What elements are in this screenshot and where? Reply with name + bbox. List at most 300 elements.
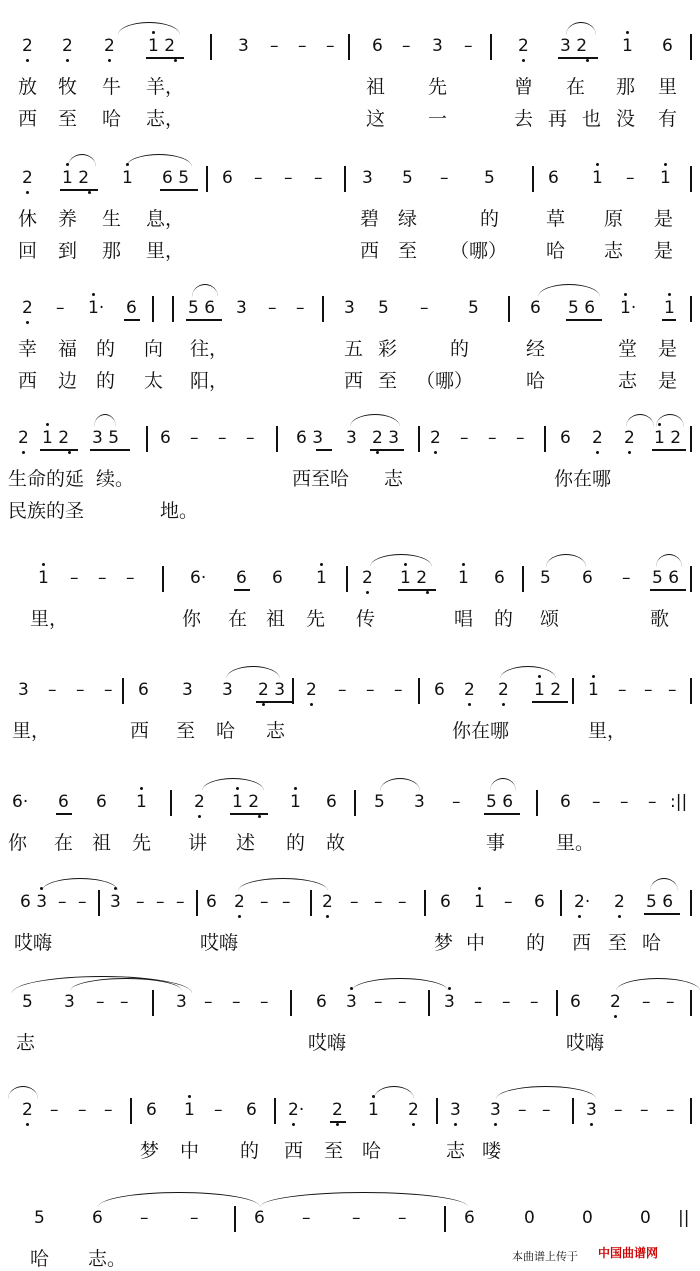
lyric: 里。 bbox=[556, 832, 595, 854]
barline bbox=[436, 1098, 438, 1124]
lyric: 里 bbox=[658, 76, 678, 98]
dash: – bbox=[666, 992, 675, 1012]
barline bbox=[122, 678, 124, 704]
lyric: 没 bbox=[616, 108, 636, 130]
lyric: 哈 bbox=[546, 240, 566, 262]
dash: – bbox=[394, 680, 403, 700]
barline bbox=[690, 34, 692, 60]
barline bbox=[170, 790, 172, 816]
barline bbox=[346, 566, 348, 592]
lyric: 祖 bbox=[92, 832, 112, 854]
note: 2 bbox=[22, 36, 33, 56]
dash: – bbox=[398, 992, 407, 1012]
note: 2 bbox=[104, 36, 115, 56]
lyric: 哎嗨 bbox=[14, 932, 53, 954]
dash: – bbox=[48, 680, 57, 700]
lyric: 地。 bbox=[160, 500, 199, 522]
notation-line bbox=[0, 160, 700, 194]
lyric: 颂 bbox=[540, 608, 560, 630]
barline bbox=[572, 678, 574, 704]
note: 6 bbox=[560, 792, 571, 812]
lyric: 的 bbox=[96, 370, 116, 392]
rest: 0 bbox=[524, 1208, 535, 1228]
note: 6 bbox=[146, 1100, 157, 1120]
note: 2· bbox=[288, 1100, 305, 1120]
lyric: 绿 bbox=[398, 208, 418, 230]
note: 2 bbox=[610, 992, 621, 1012]
barline bbox=[234, 1206, 236, 1232]
barline bbox=[532, 166, 534, 192]
dash: – bbox=[504, 892, 513, 912]
note: 2 bbox=[498, 680, 509, 700]
lyric: 那 bbox=[102, 240, 122, 262]
lyric: 在 bbox=[54, 832, 74, 854]
dash: – bbox=[420, 298, 429, 318]
dash: – bbox=[326, 36, 335, 56]
lyric: 再 bbox=[548, 108, 568, 130]
lyric: 放 bbox=[18, 76, 38, 98]
note: 6 bbox=[58, 792, 69, 812]
barline bbox=[418, 678, 420, 704]
note: 1 2 bbox=[654, 428, 682, 448]
barline bbox=[276, 426, 278, 452]
note: 6 bbox=[254, 1208, 265, 1228]
lyric: 先 bbox=[132, 832, 152, 854]
lyric: 回 bbox=[18, 240, 38, 262]
barline bbox=[522, 566, 524, 592]
barline bbox=[444, 1206, 446, 1232]
dash: – bbox=[190, 1208, 199, 1228]
lyric: 哈 bbox=[30, 1248, 50, 1270]
dash: – bbox=[204, 992, 213, 1012]
note: 2 3 bbox=[258, 680, 286, 700]
lyric: 西至哈 bbox=[292, 468, 350, 490]
lyric: 息， bbox=[146, 208, 185, 230]
dash: – bbox=[270, 36, 279, 56]
lyric: （哪） bbox=[416, 370, 474, 392]
lyric: 里， bbox=[30, 608, 69, 630]
note: 1 bbox=[38, 568, 49, 588]
notation-line bbox=[0, 1200, 700, 1234]
lyric: 先 bbox=[306, 608, 326, 630]
note: 2· bbox=[574, 892, 591, 912]
dash: – bbox=[156, 892, 165, 912]
notation-line bbox=[0, 28, 700, 62]
barline bbox=[354, 790, 356, 816]
lyric: 在 bbox=[228, 608, 248, 630]
lyric: 西 bbox=[18, 108, 38, 130]
note: 6 bbox=[530, 298, 541, 318]
note: 1 bbox=[368, 1100, 379, 1120]
lyric: 哈 bbox=[216, 720, 236, 742]
dash: – bbox=[452, 792, 461, 812]
dash: – bbox=[488, 428, 497, 448]
note: 6 bbox=[96, 792, 107, 812]
dash: – bbox=[460, 428, 469, 448]
rest: 0 bbox=[582, 1208, 593, 1228]
note: 3 bbox=[414, 792, 425, 812]
dash: – bbox=[284, 168, 293, 188]
lyric: 志。 bbox=[88, 1248, 127, 1270]
lyric: 梦 bbox=[140, 1140, 160, 1162]
barline bbox=[428, 990, 430, 1016]
barline bbox=[152, 990, 154, 1016]
note: 6· bbox=[12, 792, 29, 812]
barline bbox=[690, 166, 692, 192]
note: 3 bbox=[182, 680, 193, 700]
barline bbox=[690, 566, 692, 592]
lyric: 中 bbox=[466, 932, 486, 954]
lyric: 牧 bbox=[58, 76, 78, 98]
note: 5 6 bbox=[568, 298, 596, 318]
lyric: 草 bbox=[546, 208, 566, 230]
barline bbox=[556, 990, 558, 1016]
lyric: 故 bbox=[326, 832, 346, 854]
note: 6· bbox=[190, 568, 207, 588]
note: 2 bbox=[322, 892, 333, 912]
dash: – bbox=[302, 1208, 311, 1228]
dash: – bbox=[190, 428, 199, 448]
barline bbox=[490, 34, 492, 60]
barline bbox=[690, 1098, 692, 1124]
dash: – bbox=[58, 892, 67, 912]
dash: – bbox=[76, 680, 85, 700]
notation-line bbox=[0, 884, 700, 918]
note: 1 bbox=[588, 680, 599, 700]
dash: – bbox=[530, 992, 539, 1012]
lyric: 哈 bbox=[102, 108, 122, 130]
lyric: 向 bbox=[144, 338, 164, 360]
lyric: 中 bbox=[180, 1140, 200, 1162]
lyric: 里， bbox=[588, 720, 627, 742]
lyric: 在 bbox=[566, 76, 586, 98]
note: 6 bbox=[272, 568, 283, 588]
dash: – bbox=[620, 792, 629, 812]
dash: – bbox=[214, 1100, 223, 1120]
barline bbox=[348, 34, 350, 60]
dash: – bbox=[440, 168, 449, 188]
lyric: 唱 bbox=[454, 608, 474, 630]
dash: – bbox=[268, 298, 277, 318]
note: 5 bbox=[374, 792, 385, 812]
dash: – bbox=[366, 680, 375, 700]
note: 1 bbox=[184, 1100, 195, 1120]
note: 6 bbox=[570, 992, 581, 1012]
dash: – bbox=[464, 36, 473, 56]
lyric: 西 bbox=[572, 932, 592, 954]
lyric: 哎嗨 bbox=[566, 1032, 605, 1054]
dash: – bbox=[398, 1208, 407, 1228]
lyric: 的 bbox=[480, 208, 500, 230]
note: 3 bbox=[222, 680, 233, 700]
note: 2 bbox=[464, 680, 475, 700]
lyric: 哎嗨 bbox=[200, 932, 239, 954]
note: 1 2 bbox=[62, 168, 90, 188]
note: 1 2 bbox=[232, 792, 260, 812]
dash: – bbox=[78, 892, 87, 912]
dash: – bbox=[622, 568, 631, 588]
note: 1 bbox=[660, 168, 671, 188]
note: 2 bbox=[332, 1100, 343, 1120]
note: 6 3 bbox=[20, 892, 48, 912]
lyric: 哎嗨 bbox=[308, 1032, 347, 1054]
dash: – bbox=[374, 992, 383, 1012]
note: 6 3 bbox=[296, 428, 324, 448]
note: 5 bbox=[468, 298, 479, 318]
dash: – bbox=[626, 168, 635, 188]
note: 2 bbox=[234, 892, 245, 912]
repeat-sign: :|| bbox=[670, 792, 688, 812]
dash: – bbox=[618, 680, 627, 700]
dash: – bbox=[668, 680, 677, 700]
dash: – bbox=[614, 1100, 623, 1120]
lyric: 休 bbox=[18, 208, 38, 230]
lyric: 西 bbox=[18, 370, 38, 392]
note: 3 2 bbox=[560, 36, 588, 56]
note: 6 bbox=[126, 298, 137, 318]
lyric: 祖 bbox=[266, 608, 286, 630]
lyric: 先 bbox=[428, 76, 448, 98]
lyric: 太 bbox=[144, 370, 164, 392]
note: 1 2 bbox=[42, 428, 70, 448]
dash: – bbox=[218, 428, 227, 448]
note: 3 bbox=[450, 1100, 461, 1120]
lyric: 彩 bbox=[378, 338, 398, 360]
note: 2 bbox=[194, 792, 205, 812]
note: 3 bbox=[362, 168, 373, 188]
lyric: 往， bbox=[190, 338, 229, 360]
note: 1 bbox=[136, 792, 147, 812]
lyric: 志 bbox=[16, 1032, 36, 1054]
notation-line bbox=[0, 672, 700, 706]
note: 5 6 bbox=[486, 792, 514, 812]
barline bbox=[536, 790, 538, 816]
note: 2 bbox=[614, 892, 625, 912]
lyric: 是 bbox=[654, 240, 674, 262]
dash: – bbox=[232, 992, 241, 1012]
note: 2 bbox=[430, 428, 441, 448]
lyric: 羊， bbox=[146, 76, 185, 98]
lyric: 里， bbox=[146, 240, 185, 262]
dash: – bbox=[592, 792, 601, 812]
lyric: 至 bbox=[58, 108, 78, 130]
note: 2 bbox=[22, 298, 33, 318]
lyric: 的 bbox=[450, 338, 470, 360]
note: 5 bbox=[34, 1208, 45, 1228]
dash: – bbox=[104, 1100, 113, 1120]
note: 3 bbox=[176, 992, 187, 1012]
lyric: 是 bbox=[658, 370, 678, 392]
barline bbox=[98, 890, 100, 916]
note: 1 bbox=[592, 168, 603, 188]
note: 5 bbox=[540, 568, 551, 588]
note: 6 bbox=[316, 992, 327, 1012]
note: 1 bbox=[664, 298, 675, 318]
barline bbox=[172, 296, 174, 322]
note: 6 5 bbox=[162, 168, 190, 188]
dash: – bbox=[260, 892, 269, 912]
lyric: 梦 bbox=[434, 932, 454, 954]
note: 6 bbox=[534, 892, 545, 912]
dash: – bbox=[120, 992, 129, 1012]
note: 2 bbox=[362, 568, 373, 588]
lyric: （哪） bbox=[450, 240, 508, 262]
note: 6 bbox=[372, 36, 383, 56]
note: 6 bbox=[222, 168, 233, 188]
lyric: 也 bbox=[582, 108, 602, 130]
note: 1 2 bbox=[534, 680, 562, 700]
lyric: 的 bbox=[286, 832, 306, 854]
notation-line bbox=[0, 560, 700, 594]
lyric: 阳， bbox=[190, 370, 229, 392]
barline bbox=[210, 34, 212, 60]
note: 1 2 bbox=[148, 36, 176, 56]
note: 5 6 bbox=[646, 892, 674, 912]
note: 1 bbox=[290, 792, 301, 812]
lyric: 那 bbox=[616, 76, 636, 98]
barline bbox=[572, 1098, 574, 1124]
lyric: 传 bbox=[356, 608, 376, 630]
rest: 0 bbox=[640, 1208, 651, 1228]
lyric: 讲 bbox=[188, 832, 208, 854]
dash: – bbox=[398, 892, 407, 912]
lyric: 有 bbox=[658, 108, 678, 130]
site-logo[interactable]: 中国曲谱网 bbox=[598, 1246, 659, 1260]
lyric: 的 bbox=[240, 1140, 260, 1162]
note: 5 6 bbox=[188, 298, 216, 318]
dash: – bbox=[78, 1100, 87, 1120]
barline bbox=[690, 990, 692, 1016]
dash: – bbox=[176, 892, 185, 912]
note: 6 bbox=[138, 680, 149, 700]
barline bbox=[206, 166, 208, 192]
dash: – bbox=[374, 892, 383, 912]
note: 1 bbox=[122, 168, 133, 188]
note: 6 bbox=[582, 568, 593, 588]
note: 5 bbox=[22, 992, 33, 1012]
lyric: 至 bbox=[378, 370, 398, 392]
notation-line bbox=[0, 420, 700, 454]
note: 2 bbox=[518, 36, 529, 56]
lyric: 去 bbox=[514, 108, 534, 130]
dash: – bbox=[140, 1208, 149, 1228]
lyric: 至 bbox=[608, 932, 628, 954]
lyric: 歌 bbox=[650, 608, 670, 630]
dash: – bbox=[126, 568, 135, 588]
lyric: 哈 bbox=[362, 1140, 382, 1162]
dash: – bbox=[298, 36, 307, 56]
dash: – bbox=[282, 892, 291, 912]
final-barline: || bbox=[678, 1208, 690, 1228]
lyric: 你在哪 bbox=[452, 720, 510, 742]
barline bbox=[690, 678, 692, 704]
note: 2 bbox=[18, 428, 29, 448]
dash: – bbox=[474, 992, 483, 1012]
dash: – bbox=[338, 680, 347, 700]
dash: – bbox=[260, 992, 269, 1012]
dash: – bbox=[56, 298, 65, 318]
dash: – bbox=[96, 992, 105, 1012]
lyric: 喽 bbox=[482, 1140, 502, 1162]
note: 3 bbox=[432, 36, 443, 56]
note: 1· bbox=[88, 298, 105, 318]
lyric: 的 bbox=[494, 608, 514, 630]
note: 3 bbox=[18, 680, 29, 700]
lyric: 是 bbox=[658, 338, 678, 360]
barline bbox=[196, 890, 198, 916]
lyric: 志， bbox=[146, 108, 185, 130]
barline bbox=[418, 426, 420, 452]
dash: – bbox=[296, 298, 305, 318]
note: 2 bbox=[592, 428, 603, 448]
note: 2 3 bbox=[372, 428, 400, 448]
lyric: 哈 bbox=[642, 932, 662, 954]
dash: – bbox=[542, 1100, 551, 1120]
lyric: 志 bbox=[384, 468, 404, 490]
note: 3 bbox=[238, 36, 249, 56]
barline bbox=[560, 890, 562, 916]
dash: – bbox=[516, 428, 525, 448]
barline bbox=[130, 1098, 132, 1124]
lyric: 边 bbox=[58, 370, 78, 392]
lyric: 至 bbox=[398, 240, 418, 262]
barline bbox=[690, 296, 692, 322]
note: 1 bbox=[316, 568, 327, 588]
lyric: 幸 bbox=[18, 338, 38, 360]
note: 6 bbox=[92, 1208, 103, 1228]
note: 5 bbox=[402, 168, 413, 188]
note: 3 5 bbox=[92, 428, 120, 448]
note: 5 bbox=[484, 168, 495, 188]
barline bbox=[508, 296, 510, 322]
note: 1 bbox=[622, 36, 633, 56]
note: 1 bbox=[458, 568, 469, 588]
lyric: 志 bbox=[604, 240, 624, 262]
lyric: 你 bbox=[182, 608, 202, 630]
barline bbox=[424, 890, 426, 916]
lyric: 里， bbox=[12, 720, 51, 742]
notation-line bbox=[0, 784, 700, 818]
lyric: 哈 bbox=[526, 370, 546, 392]
lyric: 养 bbox=[58, 208, 78, 230]
dash: – bbox=[246, 428, 255, 448]
note: 3 bbox=[586, 1100, 597, 1120]
notation-line bbox=[0, 984, 700, 1018]
lyric: 西 bbox=[344, 370, 364, 392]
barline bbox=[146, 426, 148, 452]
lyric: 生 bbox=[102, 208, 122, 230]
dash: – bbox=[640, 1100, 649, 1120]
lyric: 志 bbox=[266, 720, 286, 742]
lyric: 到 bbox=[58, 240, 78, 262]
lyric: 西 bbox=[284, 1140, 304, 1162]
lyric: 你在哪 bbox=[554, 468, 612, 490]
lyric: 原 bbox=[604, 208, 624, 230]
notation-line bbox=[0, 290, 700, 324]
lyric: 福 bbox=[58, 338, 78, 360]
note: 6 bbox=[206, 892, 217, 912]
barline bbox=[344, 166, 346, 192]
lyric: 的 bbox=[526, 932, 546, 954]
note: 3 bbox=[490, 1100, 501, 1120]
lyric: 民族的圣 bbox=[8, 500, 85, 522]
barline bbox=[322, 296, 324, 322]
lyric: 堂 bbox=[618, 338, 638, 360]
note: 6 bbox=[662, 36, 673, 56]
lyric: 一 bbox=[428, 108, 448, 130]
lyric: 是 bbox=[654, 208, 674, 230]
lyric: 这 bbox=[366, 108, 386, 130]
